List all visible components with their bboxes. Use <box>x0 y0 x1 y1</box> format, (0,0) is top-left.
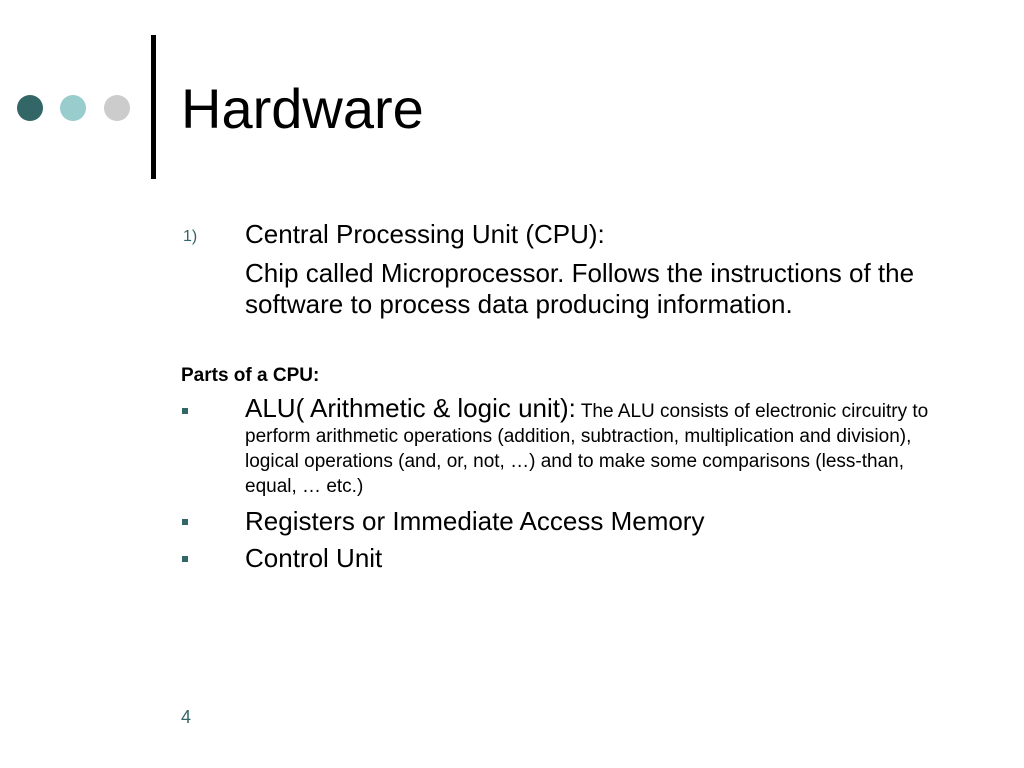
square-bullet-icon <box>182 519 188 525</box>
alu-label: ALU( Arithmetic & logic unit): <box>245 393 576 423</box>
title-divider <box>151 35 156 179</box>
alu-item <box>245 393 960 499</box>
square-bullet-icon <box>182 408 188 414</box>
control-unit-item: Control Unit <box>245 543 383 573</box>
cpu-heading: Central Processing Unit (CPU): <box>245 219 605 249</box>
cpu-description: Chip called Microprocessor. Follows the instructions of the software to process data producing information. <box>245 258 915 319</box>
alu-text: The ALU consists of electronic circuitry to perform arithmetic operations (addition, subtraction, multiplication and division), logical operations (and, or, not, …) and to make some comparisons (less-than, equal, … etc.) <box>245 401 929 497</box>
page-number: 4 <box>181 707 192 727</box>
registers-item: Registers or Immediate Access Memory <box>245 506 705 536</box>
square-bullet-icon <box>182 556 188 562</box>
decorative-dot-teal <box>60 95 86 121</box>
decorative-dot-dark <box>17 95 43 121</box>
list-number: 1) <box>183 228 198 245</box>
decorative-dot-gray <box>104 95 130 121</box>
parts-heading: Parts of a CPU: <box>181 365 320 386</box>
slide-title: Hardware <box>181 77 424 140</box>
